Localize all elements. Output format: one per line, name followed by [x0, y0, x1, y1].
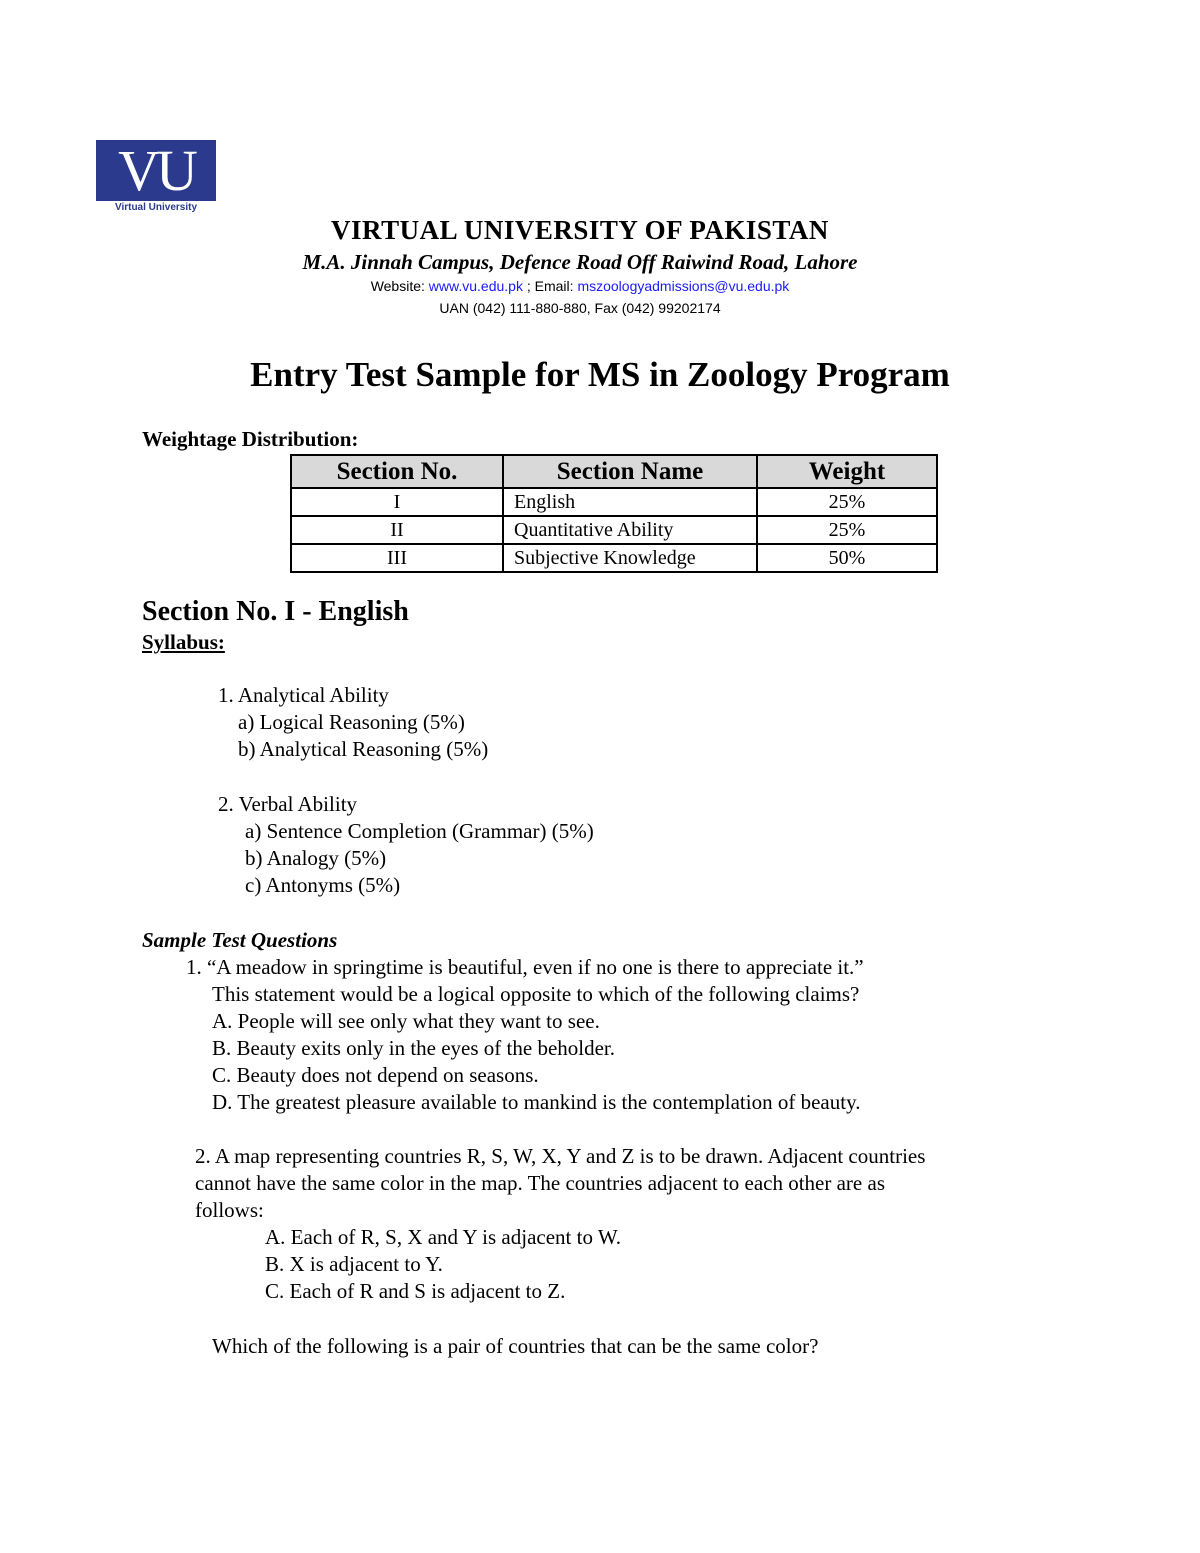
vu-logo [96, 140, 216, 216]
table-cell: 25% [757, 488, 937, 516]
question-2-line: cannot have the same color in the map. The countries adjacent to each other are as [195, 1171, 885, 1195]
weightage-table [290, 454, 938, 573]
phone-line: UAN (042) 111-880-880, Fax (042) 99202174 [439, 300, 721, 316]
email-label: ; Email: [522, 278, 578, 294]
question-2-condition: B. X is adjacent to Y. [265, 1252, 443, 1276]
question-2-question: Which of the following is a pair of countries that can be the same color? [212, 1334, 819, 1358]
section-title: Section No. I - English [142, 596, 409, 627]
table-cell: English [503, 488, 757, 516]
answer-option: A. People will see only what they want to see. [212, 1009, 600, 1033]
syllabus-item: 1. Analytical Ability [218, 683, 389, 707]
question-1-stem: 1. “A meadow in springtime is beautiful, even if no one is there to appreciate it.” [186, 955, 864, 979]
answer-option: D. The greatest pleasure available to mankind is the contemplation of beauty. [212, 1090, 861, 1114]
answer-option: B. Beauty exits only in the eyes of the beholder. [212, 1036, 615, 1060]
table-cell: 50% [757, 544, 937, 572]
logo-caption: Virtual University [114, 202, 198, 213]
question-1-prompt: This statement would be a logical opposite to which of the following claims? [212, 982, 860, 1006]
syllabus-subitem: a) Sentence Completion (Grammar) (5%) [245, 819, 594, 843]
email-link[interactable]: mszoologyadmissions@vu.edu.pk [577, 278, 790, 294]
question-2-line: follows: [195, 1198, 264, 1222]
contact-line [0, 278, 1160, 294]
university-name: VIRTUAL UNIVERSITY OF PAKISTAN [331, 215, 829, 245]
website-link[interactable]: www.vu.edu.pk [428, 278, 523, 294]
syllabus-subitem: a) Logical Reasoning (5%) [238, 710, 465, 734]
website-label: Website: [370, 278, 429, 294]
logo-letters: VU [118, 138, 194, 203]
column-header: Section Name [503, 455, 757, 488]
table-row [291, 516, 937, 544]
table-cell: Quantitative Ability [503, 516, 757, 544]
syllabus-item: 2. Verbal Ability [218, 792, 358, 816]
question-2-line: 2. A map representing countries R, S, W, X, Y and Z is to be drawn. Adjacent countries [195, 1144, 926, 1168]
syllabus-subitem: c) Antonyms (5%) [245, 873, 401, 897]
campus-address: M.A. Jinnah Campus, Defence Road Off Raiwind Road, Lahore [302, 250, 858, 274]
question-2-condition: A. Each of R, S, X and Y is adjacent to W. [265, 1225, 621, 1249]
sample-questions-heading: Sample Test Questions [142, 928, 338, 952]
weightage-heading: Weightage Distribution: [142, 427, 359, 451]
syllabus-subitem: b) Analytical Reasoning (5%) [238, 737, 489, 761]
syllabus-subitem: b) Analogy (5%) [245, 846, 387, 870]
answer-option: C. Beauty does not depend on seasons. [212, 1063, 539, 1087]
table-cell: II [291, 516, 503, 544]
table-cell: I [291, 488, 503, 516]
document-title: Entry Test Sample for MS in Zoology Program [250, 355, 950, 394]
question-2-condition: C. Each of R and S is adjacent to Z. [265, 1279, 566, 1303]
table-row [291, 544, 937, 572]
table-cell: 25% [757, 516, 937, 544]
table-header-row [291, 455, 937, 488]
column-header: Weight [757, 455, 937, 488]
table-cell: Subjective Knowledge [503, 544, 757, 572]
column-header: Section No. [291, 455, 503, 488]
table-cell: III [291, 544, 503, 572]
table-row [291, 488, 937, 516]
syllabus-label: Syllabus: [142, 630, 225, 654]
